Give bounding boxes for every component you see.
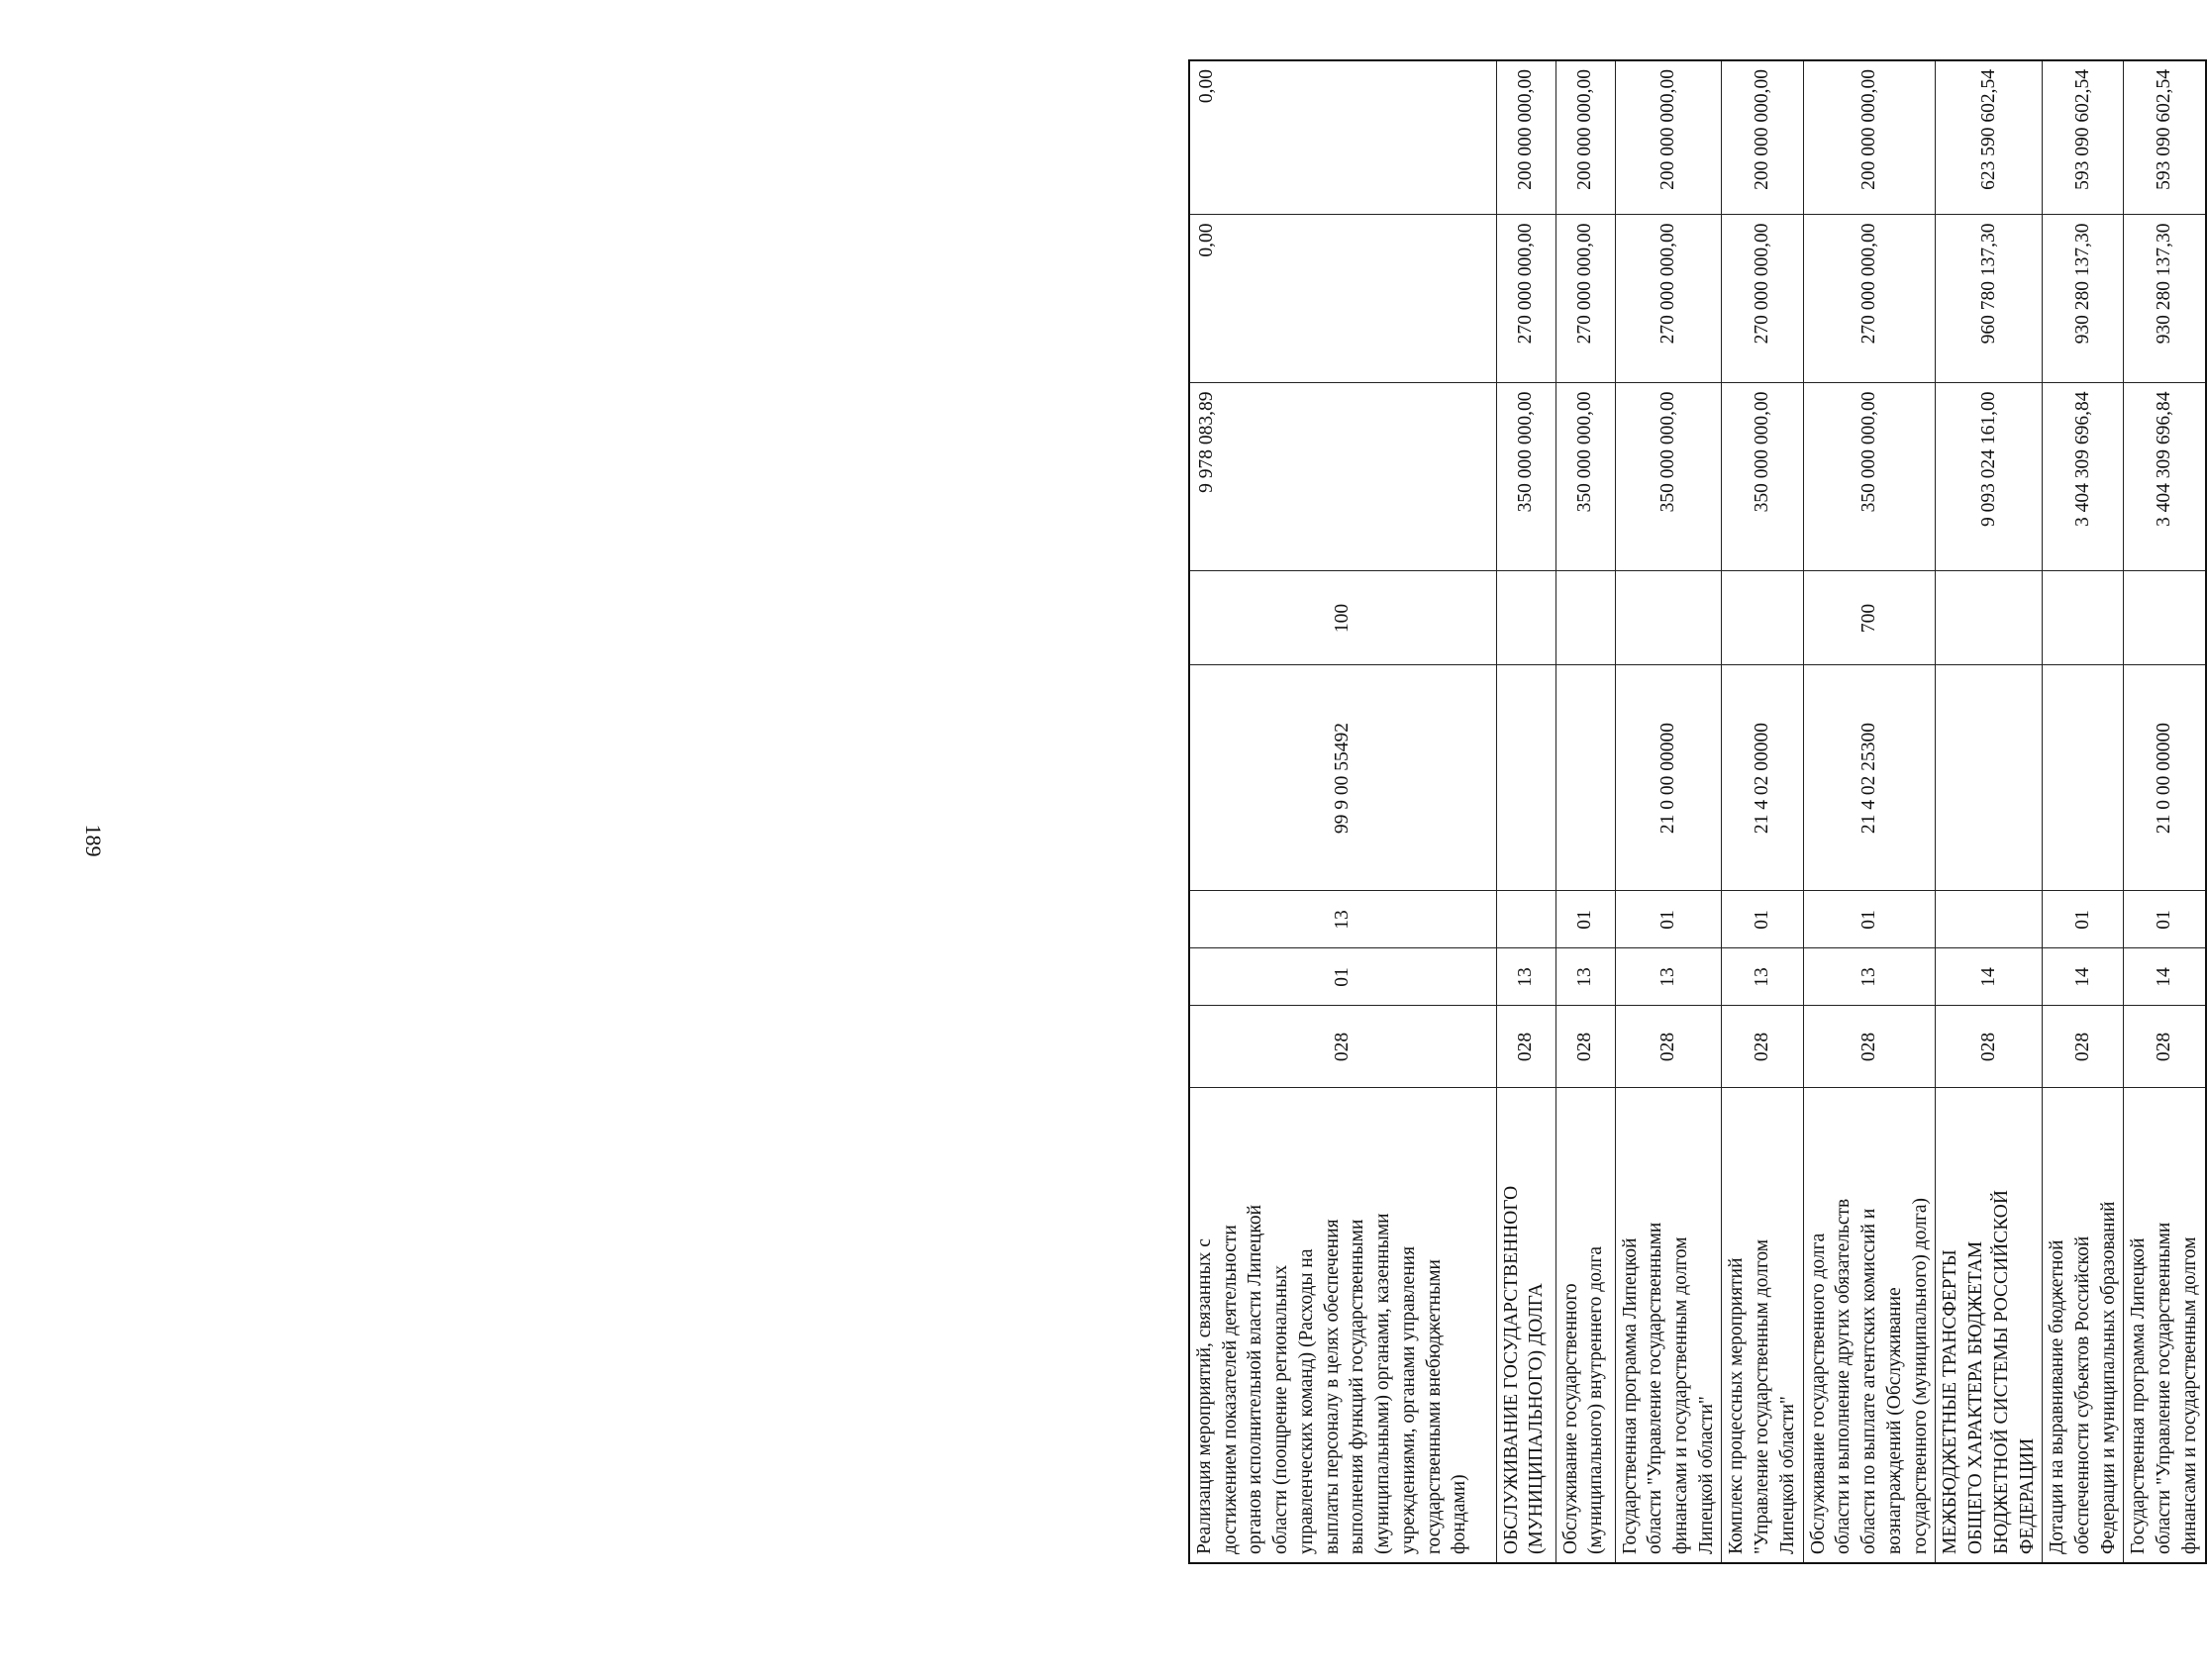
row-name-line: БЮДЖЕТНОЙ СИСТЕМЫ РОССИЙСКОЙ	[1990, 1190, 2012, 1554]
amount-year1-cell: 350 000 000,00	[1496, 383, 1555, 571]
row-name-line: выплаты персоналу в целях обеспечения	[1321, 1219, 1343, 1554]
amount-year2-cell: 930 280 137,30	[2124, 215, 2206, 383]
amount-year2-cell: 960 780 137,30	[1936, 215, 2043, 383]
amount-year1-cell: 3 404 309 696,84	[2124, 383, 2206, 571]
row-name-line: области и выполнение других обязательств	[1833, 1198, 1855, 1554]
amount-year2-cell: 270 000 000,00	[1615, 215, 1722, 383]
amount-year3-cell: 200 000 000,00	[1803, 60, 1936, 215]
row-name-line: достижением показателей деятельности	[1219, 1225, 1241, 1554]
row-name-cell	[1936, 1088, 2043, 1563]
expense-type-cell	[1615, 571, 1722, 665]
target-article-cell: 21 0 00 00000	[2124, 665, 2206, 891]
table-row	[1189, 60, 1496, 1563]
amount-year2-cell: 0,00	[1189, 215, 1496, 383]
row-name-line: финансами и государственным долгом	[2178, 1236, 2200, 1554]
row-name-cell	[1803, 1088, 1936, 1563]
target-article-cell	[1555, 665, 1615, 891]
section-code-cell: 13	[1496, 948, 1555, 1006]
amount-year1-cell: 9 093 024 161,00	[1936, 383, 2043, 571]
subsection-code-cell: 13	[1189, 891, 1496, 948]
row-name-line: финансами и государственным долгом	[1669, 1236, 1691, 1554]
row-name-line: Липецкой области"	[1776, 1396, 1798, 1554]
ved-code-cell: 028	[1936, 1006, 2043, 1088]
target-article-cell: 21 4 02 25300	[1803, 665, 1936, 891]
ved-code-cell: 028	[2124, 1006, 2206, 1088]
table-row	[1615, 60, 1722, 1563]
amount-year1-cell: 350 000 000,00	[1803, 383, 1936, 571]
row-name-line: Липецкой области"	[1695, 1396, 1717, 1554]
table-row	[1555, 60, 1615, 1563]
row-name-line: Комплекс процессных мероприятий	[1726, 1257, 1748, 1554]
table-row	[1936, 60, 2043, 1563]
row-name-line: фондами)	[1449, 1474, 1470, 1554]
amount-year1-cell: 350 000 000,00	[1555, 383, 1615, 571]
row-name-line: (муниципальными) органами, казенными	[1372, 1213, 1394, 1554]
amount-year2-cell: 270 000 000,00	[1496, 215, 1555, 383]
section-code-cell: 14	[2043, 948, 2124, 1006]
row-name-cell	[1615, 1088, 1722, 1563]
ved-code-cell: 028	[1496, 1006, 1555, 1088]
target-article-cell: 21 4 02 00000	[1722, 665, 1803, 891]
subsection-code-cell: 01	[2043, 891, 2124, 948]
row-name-cell	[1496, 1088, 1555, 1563]
target-article-cell: 99 9 00 55492	[1189, 665, 1496, 891]
row-name-line: Реализация мероприятий, связанных с	[1194, 1238, 1215, 1554]
row-name-cell	[2043, 1088, 2124, 1563]
expense-type-cell: 100	[1189, 571, 1496, 665]
ved-code-cell: 028	[1555, 1006, 1615, 1088]
table-row	[1496, 60, 1555, 1563]
row-name-line: государственными внебюджетными	[1423, 1259, 1445, 1554]
expense-type-cell	[1722, 571, 1803, 665]
amount-year1-cell: 9 978 083,89	[1189, 383, 1496, 571]
row-name-cell	[1722, 1088, 1803, 1563]
target-article-cell	[1936, 665, 2043, 891]
amount-year3-cell: 200 000 000,00	[1615, 60, 1722, 215]
row-name-line: области "Управление государственными	[2154, 1222, 2175, 1554]
budget-table	[1188, 59, 2207, 1564]
amount-year2-cell: 270 000 000,00	[1722, 215, 1803, 383]
expense-type-cell: 700	[1803, 571, 1936, 665]
section-code-cell: 13	[1555, 948, 1615, 1006]
section-code-cell: 13	[1722, 948, 1803, 1006]
row-name-line: обеспеченности субъектов Российской	[2071, 1235, 2093, 1554]
amount-year2-cell: 930 280 137,30	[2043, 215, 2124, 383]
amount-year1-cell: 350 000 000,00	[1722, 383, 1803, 571]
row-name-line: Федерации и муниципальных образований	[2097, 1201, 2119, 1554]
row-name-line: МЕЖБЮДЖЕТНЫЕ ТРАНСФЕРТЫ	[1940, 1249, 1961, 1554]
table-row	[1722, 60, 1803, 1563]
target-article-cell: 21 0 00 00000	[1615, 665, 1722, 891]
subsection-code-cell: 01	[2124, 891, 2206, 948]
row-name-line: области (поощрение региональных	[1270, 1264, 1292, 1554]
target-article-cell	[2043, 665, 2124, 891]
amount-year1-cell: 3 404 309 696,84	[2043, 383, 2124, 571]
row-name-line: ОБСЛУЖИВАНИЕ ГОСУДАРСТВЕННОГО	[1500, 1185, 1522, 1554]
amount-year3-cell: 200 000 000,00	[1496, 60, 1555, 215]
subsection-code-cell: 01	[1722, 891, 1803, 948]
expense-type-cell	[2124, 571, 2206, 665]
subsection-code-cell	[1496, 891, 1555, 948]
subsection-code-cell	[1936, 891, 2043, 948]
row-name-cell	[1189, 1088, 1496, 1563]
table-row	[1803, 60, 1936, 1563]
row-name-line: вознаграждений (Обслуживание	[1883, 1287, 1905, 1554]
amount-year1-cell: 350 000 000,00	[1615, 383, 1722, 571]
amount-year3-cell: 200 000 000,00	[1722, 60, 1803, 215]
row-name-line: (муниципального) внутреннего долга	[1585, 1245, 1607, 1554]
row-name-line: Государственная программа Липецкой	[2128, 1237, 2150, 1554]
ved-code-cell: 028	[1722, 1006, 1803, 1088]
budget-table-page	[1188, 59, 2200, 1564]
section-code-cell: 13	[1803, 948, 1936, 1006]
row-name-line: управленческих команд) (Расходы на	[1295, 1248, 1317, 1554]
amount-year3-cell: 623 590 602,54	[1936, 60, 2043, 215]
section-code-cell: 14	[2124, 948, 2206, 1006]
ved-code-cell: 028	[1615, 1006, 1722, 1088]
row-name-line: Обслуживание государственного	[1559, 1283, 1581, 1554]
row-name-line: области "Управление государственными	[1645, 1222, 1666, 1554]
expense-type-cell	[1496, 571, 1555, 665]
row-name-cell	[1555, 1088, 1615, 1563]
amount-year2-cell: 270 000 000,00	[1803, 215, 1936, 383]
amount-year2-cell: 270 000 000,00	[1555, 215, 1615, 383]
amount-year3-cell: 593 090 602,54	[2124, 60, 2206, 215]
target-article-cell	[1496, 665, 1555, 891]
row-name-line: органов исполнительной власти Липецкой	[1245, 1204, 1266, 1554]
page-number: 189	[81, 824, 106, 857]
expense-type-cell	[1555, 571, 1615, 665]
table-row	[2043, 60, 2124, 1563]
table-row	[2124, 60, 2206, 1563]
ved-code-cell: 028	[1189, 1006, 1496, 1088]
amount-year3-cell: 0,00	[1189, 60, 1496, 215]
section-code-cell: 14	[1936, 948, 2043, 1006]
row-name-line: Обслуживание государственного долга	[1807, 1233, 1829, 1554]
section-code-cell: 13	[1615, 948, 1722, 1006]
row-name-line: учреждениями, органами управления	[1397, 1245, 1419, 1554]
subsection-code-cell: 01	[1615, 891, 1722, 948]
expense-type-cell	[2043, 571, 2124, 665]
ved-code-cell: 028	[1803, 1006, 1936, 1088]
section-code-cell: 01	[1189, 948, 1496, 1006]
row-name-line: Государственная программа Липецкой	[1619, 1237, 1641, 1554]
row-name-line: выполнения функций государственными	[1347, 1219, 1368, 1554]
row-name-line: ФЕДЕРАЦИИ	[2016, 1437, 2038, 1554]
ved-code-cell: 028	[2043, 1006, 2124, 1088]
row-name-line: (МУНИЦИПАЛЬНОГО) ДОЛГА	[1526, 1283, 1548, 1554]
budget-table-body	[1189, 60, 2206, 1563]
row-name-line: Дотации на выравнивание бюджетной	[2047, 1239, 2068, 1554]
row-name-line: "Управление государственным долгом	[1752, 1238, 1773, 1554]
subsection-code-cell: 01	[1555, 891, 1615, 948]
amount-year3-cell: 200 000 000,00	[1555, 60, 1615, 215]
row-name-cell	[2124, 1088, 2206, 1563]
row-name-line: области по выплате агентских комиссий и	[1858, 1208, 1880, 1554]
row-name-line: государственного (муниципального) долга)	[1909, 1198, 1931, 1554]
subsection-code-cell: 01	[1803, 891, 1936, 948]
expense-type-cell	[1936, 571, 2043, 665]
row-name-line: ОБЩЕГО ХАРАКТЕРА БЮДЖЕТАМ	[1965, 1240, 1987, 1554]
amount-year3-cell: 593 090 602,54	[2043, 60, 2124, 215]
